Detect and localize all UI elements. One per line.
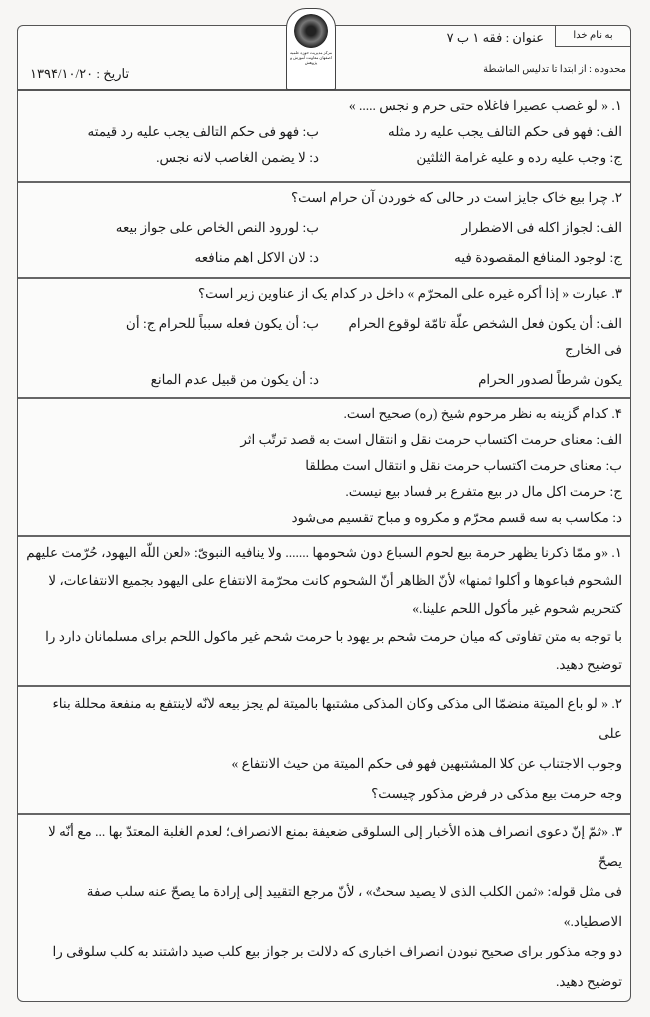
question-line: وجه حرمت بیع مذکی در فرض مذکور چیست؟ (371, 786, 622, 801)
option-a: الف: فهو فی حکم التالف یجب علیه رد مثله (388, 124, 622, 139)
exam-header (18, 26, 630, 91)
option-c: ج: لوجود المنافع المقصودة فیه (454, 250, 622, 265)
descriptive-question-3 (18, 815, 630, 1001)
question-line: با توجه به متن تفاوتی که میان حرمت شحم بر یهود با حرمت شحم غیر ماکول اللحم برای مسلمانان دارد را (45, 629, 622, 644)
option-d: د: لان الاکل اهم منافعه (194, 250, 319, 265)
basmala-box: به نام خدا (555, 26, 630, 47)
text-line: ۱. «و ممّا ذکرنا یظهر حرمة بیع لحوم السباع دون شحومها ....... ولا ینافیه النبویّ: «لعن اللّه الیهود، حُرّمت علیهم (26, 545, 622, 560)
text-line: ۳. «ثمّ إنّ دعوی انصراف هذه الأخبار إلی السلوقی ضعیفة بمنع الانصراف؛ لعدم الغلبة المعتدّ بها ... مع أنّه لا یصحّ (48, 824, 622, 869)
exam-range: محدوده : از ابتدا تا تدلیس الماشطة (483, 64, 626, 75)
question-line: توضیح دهید. (555, 657, 622, 672)
option-c: ج: حرمت اکل مال در بیع متفرع بر فساد بیع نیست. (345, 484, 622, 499)
exam-date: تاریخ : ۱۳۹۴/۱۰/۲۰ (30, 66, 130, 81)
option-c: یکون شرطاً لصدور الحرام (478, 372, 622, 387)
option-d: د: مکاسب به سه قسم محرّم و مکروه و مباح تقسیم می‌شود (291, 510, 622, 525)
option-a: الف: معنای حرمت اکتساب حرمت نقل و انتقال است به قصد ترتّب اثر (240, 432, 622, 447)
text-line: فی مثل قوله: «ثمن الکلب الذی لا یصید سحتٌ» ، لأنّ مرجع التقیید إلی إرادة ما یصحّ عنه سلب صفة الاصطیاد.» (86, 884, 622, 929)
option-a: الف: لجواز اکله فی الاضطرار (461, 220, 622, 235)
option-c: ج: وجب علیه رده و علیه غرامة الثلثین (416, 150, 622, 165)
exam-title: عنوان : فقه ۱ ب ۷ (446, 30, 544, 45)
option-a: الف: أن یکون فعل الشخص علّة تامّة لوقوع الحرام فی الخارج (348, 316, 622, 357)
option-b: ب: لورود النص الخاص علی جواز بیعه (115, 220, 319, 235)
seminary-logo (286, 8, 336, 90)
question-3 (18, 279, 630, 399)
question-stem: ۳. عبارت « إذا أکره غیره علی المحرّم » داخل در کدام یک از عناوین زیر است؟ (197, 286, 622, 301)
text-line: ۲. « لو باع المیتة منضمّا الی مذکی وکان المذکی مشتبها بالمیتة لم یجز بیعه لانّه لاینتفع به منفعة محللة بناء علی (52, 696, 622, 741)
question-stem: ۲. چرا بیع خاک جایز است در حالی که خوردن آن حرام است؟ (290, 190, 622, 205)
logo-caption: مرکز مدیریت حوزه علمیه اصفهان معاونت آموزش و پژوهش (289, 50, 332, 65)
question-line: دو وجه مذکور برای صحیح نبودن انصراف اخباری که دلالت بر جواز بیع کلب صید داشتند به کلب سلوقی را (52, 944, 622, 959)
option-b: ب: أن یکون فعله سبباً للحرام ج: أن (125, 316, 319, 331)
text-line: کتحریم شحوم غیر مأکول اللحم علینا.» (412, 601, 622, 616)
text-line: وجوب الاجتناب عن کلا المشتبهین فهو فی حکم المیتة من حیث الانتفاع » (231, 756, 622, 771)
question-4 (18, 399, 630, 537)
descriptive-question-1 (18, 537, 630, 687)
question-stem: ۴. کدام گزینه به نظر مرحوم شیخ (ره) صحیح است. (343, 406, 622, 421)
text-line: الشحوم فباعوها و أکلوا ثمنها» لأنّ الظاهر أنّ الشحوم کانت محرّمة الانتفاع علی الیهود بجمیع الانتفاعات، لا (48, 573, 622, 588)
exam-sheet (17, 25, 631, 1002)
option-b: ب: فهو فی حکم التالف یجب علیه رد قیمته (87, 124, 319, 139)
option-d: د: لا یضمن الغاصب لانه نجس. (156, 150, 319, 165)
question-line: توضیح دهید. (555, 974, 622, 989)
option-d: د: أن یکون من قبیل عدم المانع (150, 372, 319, 387)
question-stem: ۱. « لو غصب عصیرا فاغلاه حتی حرم و نجس ..... » (348, 98, 622, 113)
descriptive-question-2 (18, 687, 630, 815)
option-b: ب: معنای حرمت اکتساب حرمت نقل و انتقال است مطلقا (305, 458, 622, 473)
emblem-icon (294, 14, 328, 48)
question-2 (18, 183, 630, 279)
question-1 (18, 91, 630, 183)
